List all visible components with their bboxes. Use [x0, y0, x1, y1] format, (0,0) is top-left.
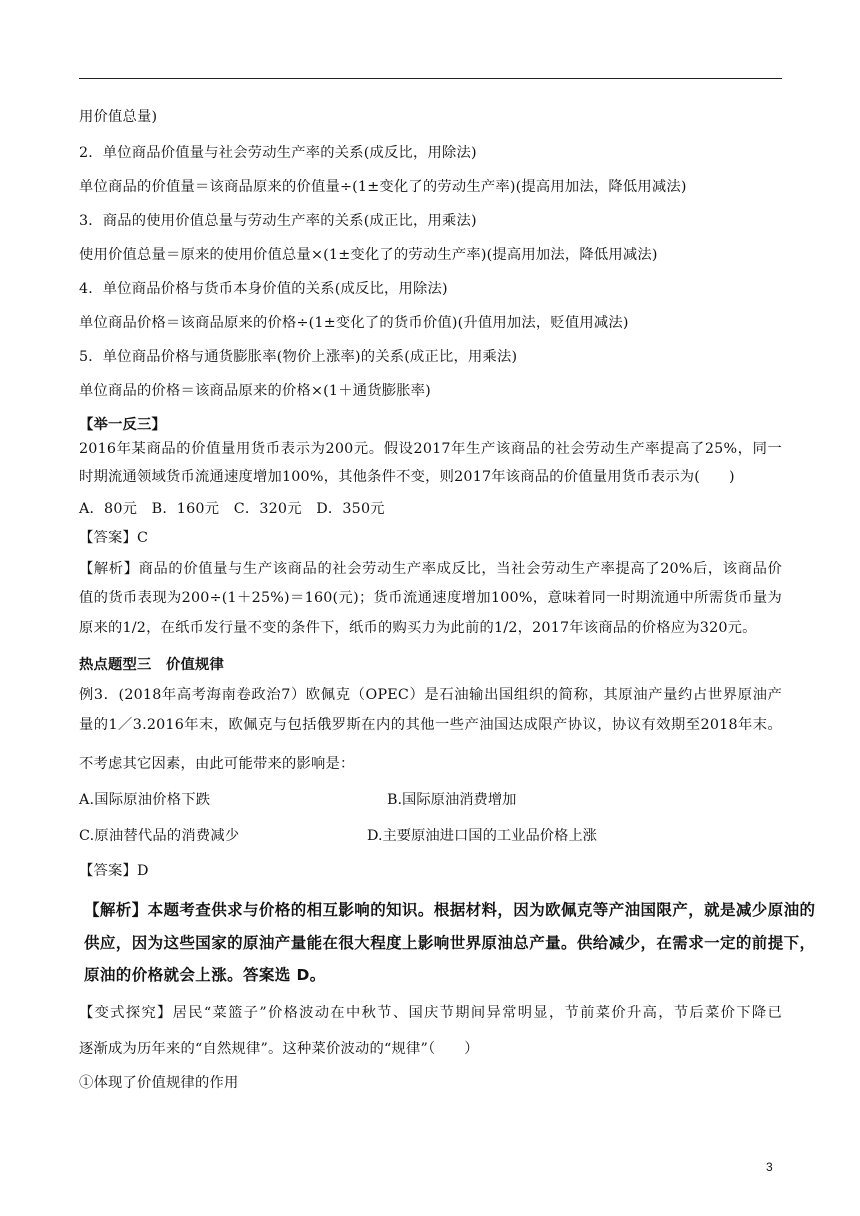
question-line: 量的1／3.2016年末，欧佩克与包括俄罗斯在内的其他一些产油国达成限产协议，协议有效期至2018年末。	[79, 717, 782, 733]
text-line: 4．单位商品价格与货币本身价值的关系(成反比，用除法)	[79, 281, 448, 297]
option-c: C.原油替代品的消费减少	[79, 828, 240, 844]
text-line: 3．商品的使用价值总量与劳动生产率的关系(成正比，用乘法)	[79, 213, 477, 229]
text-line: 2．单位商品价值量与社会劳动生产率的关系(成反比，用除法)	[79, 145, 477, 161]
text-line: 单位商品的价值量＝该商品原来的价值量÷(1±变化了的劳动生产率)(提高用加法，降低用减法)	[79, 179, 687, 195]
option-b: B.国际原油消费增加	[387, 792, 517, 808]
analysis-line: 供应，因为这些国家的原油产量能在很大程度上影响世界原油总产量。供给减少，在需求一定的前提下，	[84, 934, 816, 952]
answer-options: A．80元 B．160元 C．320元 D．350元	[79, 501, 385, 517]
text-line: 5．单位商品价格与通货膨胀率(物价上涨率)的关系(成正比，用乘法)	[79, 349, 518, 365]
header-rule	[79, 78, 782, 79]
question-line: 不考虑其它因素，由此可能带来的影响是：	[79, 756, 355, 772]
question-line: 时期流通领域货币流通速度增加100%，其他条件不变，则2017年该商品的价值量用货币表示为( )	[79, 469, 735, 485]
variant-question: 逐渐成为历年来的“自然规律”。这种菜价波动的“规律”（ ）	[79, 1041, 479, 1057]
text-line: 使用价值总量＝原来的使用价值总量×(1±变化了的劳动生产率)(提高用加法，降低用减法)	[79, 247, 658, 263]
analysis-line: 【解析】本题考查供求与价格的相互影响的知识。根据材料，因为欧佩克等产油国限产，就是减少原油的	[84, 901, 816, 919]
text-line: 单位商品的价格＝该商品原来的价格×(1＋通货膨胀率)	[79, 383, 431, 399]
answer-line: 【答案】C	[79, 530, 149, 546]
section-title: 热点题型三 价值规律	[79, 657, 224, 673]
analysis-line: 原油的价格就会上涨。答案选 D。	[84, 966, 326, 984]
analysis-line: 值的货币表现为200÷(1＋25%)＝160(元)；货币流通速度增加100%，意味着同一时期流通中所需货币量为	[79, 590, 782, 606]
text-line: 用价值总量)	[79, 109, 158, 125]
page-number: 3	[766, 1160, 773, 1174]
question-line: 例3．(2018年高考海南卷政治7）欧佩克（OPEC）是石油输出国组织的简称，其原油产量约占世界原油产	[79, 687, 782, 703]
analysis-line: 原来的1/2，在纸币发行量不变的条件下，纸币的购买力为此前的1/2，2017年该商品的价格应为320元。	[79, 620, 757, 636]
text-line: 单位商品价格＝该商品原来的价格÷(1±变化了的货币价值)(升值用加法，贬值用减法)	[79, 315, 629, 331]
question-line: 2016年某商品的价值量用货币表示为200元。假设2017年生产该商品的社会劳动生产率提高了25%，同一	[79, 441, 782, 457]
variant-item: ①体现了价值规律的作用	[79, 1075, 239, 1091]
example-heading: 【举一反三】	[79, 417, 166, 433]
option-a: A.国际原油价格下跌	[79, 792, 211, 808]
option-d: D.主要原油进口国的工业品价格上涨	[367, 828, 597, 844]
analysis-line: 【解析】商品的价值量与生产该商品的社会劳动生产率成反比，当社会劳动生产率提高了20%后，该商品价	[79, 561, 782, 577]
variant-question: 【变式探究】居民“菜篮子”价格波动在中秋节、国庆节期间异常明显，节前菜价升高，节后菜价下降已	[79, 1005, 782, 1021]
answer-line: 【答案】D	[79, 863, 149, 879]
